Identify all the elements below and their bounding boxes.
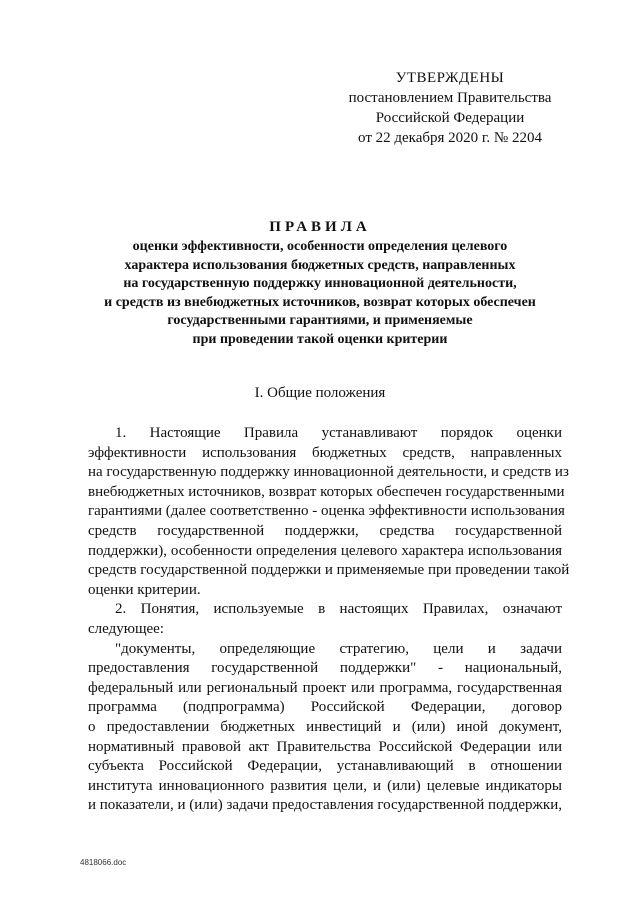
subtitle-line: и средств из внебюджетных источников, возврат которых обеспечен: [104, 294, 536, 310]
approval-block: [340, 68, 560, 148]
body-line: нормативный правовой акт Правительства Российской Федерации или: [88, 738, 562, 755]
body-line: поддержки), особенности определения целевого характера использования: [88, 542, 562, 559]
body-line: субъекта Российской Федерации, устанавливающий в отношении: [88, 758, 562, 775]
approval-line: Российской Федерации: [375, 110, 525, 126]
body-line: эффективности использования бюджетных средств, направленных: [88, 444, 562, 461]
file-name-footer: 4818066.doc: [80, 858, 127, 867]
body-line: на государственную поддержку инновационной деятельности, и средств из: [88, 464, 569, 481]
subtitle-line: характера использования бюджетных средств, направленных: [124, 257, 516, 273]
body-line: и показатели, и (или) задачи предоставления государственной поддержки,: [88, 797, 562, 814]
body-line: гарантиями (далее соответственно - оценка эффективности использования: [88, 503, 565, 520]
subtitle-line: на государственную поддержку инновационной деятельности,: [123, 276, 517, 292]
body-line: 1. Настоящие Правила устанавливают порядок оценки: [115, 425, 562, 441]
body-text: [88, 424, 570, 816]
approval-date-number: от 22 декабря 2020 г. № 2204: [358, 130, 542, 146]
body-line: средств государственной поддержки, средства государственной: [88, 522, 562, 539]
body-line: внебюджетных источников, возврат которых обеспечен государственными: [88, 483, 565, 500]
body-line: института инновационного развития цели, и (или) целевые индикаторы: [88, 777, 562, 794]
body-line: 2. Понятия, используемые в настоящих Правилах, означают: [115, 601, 562, 618]
subtitle-line: при проведении такой оценки критерии: [192, 331, 448, 347]
document-subtitle: [70, 238, 570, 350]
section-heading: I. Общие положения: [254, 385, 386, 401]
subtitle-line: оценки эффективности, особенности определения целевого: [132, 239, 508, 254]
body-line: программа (подпрограмма) Российской Федерации, договор: [88, 699, 562, 716]
approval-heading: УТВЕРЖДЕНЫ: [395, 70, 505, 86]
body-line: о предоставлении бюджетных инвестиций и (или) иной документ,: [88, 718, 562, 735]
body-line: следующее:: [88, 620, 164, 637]
body-line: оценки критерии.: [88, 581, 201, 598]
body-line: предоставления государственной поддержки" - национальный,: [88, 660, 562, 677]
body-line: федеральный или региональный проект или программа, государственная: [88, 679, 562, 696]
body-line: "документы, определяющие стратегию, цели и задачи: [115, 640, 562, 657]
approval-line: постановлением Правительства: [348, 90, 552, 106]
subtitle-line: государственными гарантиями, и применяемые: [167, 313, 473, 329]
document-title: ПРАВИЛА: [269, 219, 371, 235]
body-line: средств государственной поддержки и применяемые при проведении такой: [88, 562, 570, 579]
